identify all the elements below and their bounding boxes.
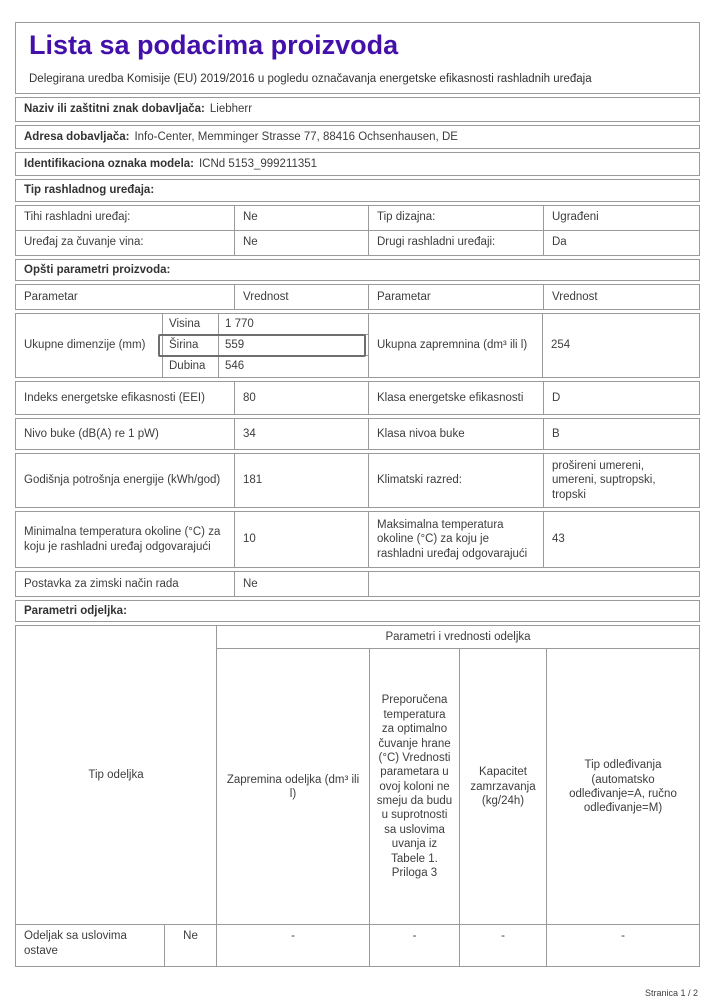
compartment-cell: - <box>369 925 459 966</box>
col-header: Parametar <box>368 285 543 309</box>
table-row <box>16 206 699 230</box>
supplier-name-row <box>15 97 700 121</box>
model-id-label: Identifikaciona oznaka modela: <box>24 157 194 170</box>
col-header-freezing-capacity: Kapacitet zamrzavanja (kg/24h) <box>459 649 546 924</box>
compartment-cell: - <box>546 925 699 966</box>
param-value: Ne <box>234 206 368 230</box>
empty-cell <box>368 572 699 596</box>
compartment-type-header: Tip odeljka <box>88 769 144 782</box>
compartment-label: Odeljak sa uslovima ostave <box>24 930 127 957</box>
title-box <box>15 22 700 94</box>
param-value: B <box>543 419 699 449</box>
total-volume-label: Ukupna zapremnina (dm³ ili l) <box>368 314 542 377</box>
general-section-header: Opšti parametri proizvoda: <box>15 259 700 281</box>
param-value: 80 <box>234 382 368 414</box>
annual-energy-row <box>15 453 700 508</box>
supplier-address-label: Adresa dobavljača: <box>24 130 130 143</box>
page-title: Lista sa podacima proizvoda <box>29 30 399 60</box>
param-label: Nivo buke (dB(A) re 1 pW) <box>24 427 159 440</box>
col-header-volume: Zapremina odeljka (dm³ ili l) <box>216 649 369 924</box>
winter-setting-row <box>15 571 700 597</box>
param-label: Postavka za zimski način rada <box>24 577 179 590</box>
general-col-header-row <box>15 284 700 310</box>
compartment-present: Ne <box>164 925 216 966</box>
supplier-name-value: Liebherr <box>209 103 253 116</box>
param-value: Da <box>543 231 699 255</box>
supplier-address-value: Info-Center, Memminger Strasse 77, 88416 Ochsenhausen, DE <box>134 130 458 143</box>
noise-row <box>15 418 700 450</box>
param-label: Klasa energetske efikasnosti <box>368 382 543 414</box>
param-value: 43 <box>543 512 699 567</box>
dimensions-label: Ukupne dimenzije (mm) <box>24 339 146 352</box>
param-value: Ne <box>234 572 368 596</box>
type-section-header: Tip rashladnog uređaja: <box>15 179 700 201</box>
ambient-temp-row <box>15 511 700 568</box>
dimension-name: Visina <box>162 314 218 335</box>
param-value: 34 <box>234 419 368 449</box>
dimension-value: 1 770 <box>218 314 368 335</box>
dimension-name: Širina <box>162 335 218 356</box>
col-header: Vrednost <box>543 285 699 309</box>
model-id-row <box>15 152 700 176</box>
dimension-value: 546 <box>218 356 368 377</box>
param-value: Ne <box>234 231 368 255</box>
param-label: Indeks energetske efikasnosti (EEI) <box>24 391 205 404</box>
param-value: prošireni umereni, umereni, suptropski, tropski <box>543 454 699 507</box>
param-value: 181 <box>234 454 368 507</box>
param-value: 10 <box>234 512 368 567</box>
param-label: Drugi rashladni uređaji: <box>368 231 543 255</box>
dimensions-row <box>15 313 700 378</box>
compartment-table-title: Parametri i vrednosti odeljka <box>216 626 699 649</box>
compartment-cell: - <box>216 925 369 966</box>
col-header-defrost-type: Tip odleđivanja (automatsko odleđivanje=A, ručno odleđivanje=M) <box>546 649 699 924</box>
total-volume-value: 254 <box>542 314 699 377</box>
table-row <box>16 230 699 255</box>
dimension-value: 559 <box>218 335 368 356</box>
type-section-table <box>15 205 700 256</box>
param-label: Godišnja potrošnja energije (kWh/god) <box>24 474 221 487</box>
page-number: Stranica 1 / 2 <box>644 988 698 999</box>
eei-row <box>15 381 700 415</box>
param-label: Klimatski razred: <box>368 454 543 507</box>
compartment-data-row <box>16 924 699 966</box>
compartment-section-header: Parametri odjeljka: <box>15 600 700 622</box>
param-label: Tip dizajna: <box>368 206 543 230</box>
param-label: Klasa nivoa buke <box>368 419 543 449</box>
supplier-address-row <box>15 125 700 149</box>
param-label: Uređaj za čuvanje vina: <box>24 236 144 249</box>
compartment-table <box>15 625 700 967</box>
col-header-temperature: Preporučena temperatura za optimalno čuvanje hrane (°C) Vrednosti parametara u ovoj koloni ne smeju da budu u suprotnosti sa uslovima uvanja iz Tabele 1. Priloga 3 <box>369 649 459 924</box>
supplier-name-label: Naziv ili zaštitni znak dobavljača: <box>24 103 205 116</box>
col-header: Vrednost <box>234 285 368 309</box>
regulation-subtitle: Delegirana uredba Komisije (EU) 2019/2016 u pogledu označavanja energetske efikasnosti rashladnih uređaja <box>29 72 592 85</box>
model-id-value: ICNd 5153_999211351 <box>198 157 318 170</box>
dimension-name: Dubina <box>162 356 218 377</box>
param-value: Ugrađeni <box>543 206 699 230</box>
col-header: Parametar <box>24 290 78 303</box>
param-value: D <box>543 382 699 414</box>
param-label: Tihi rashladni uređaj: <box>24 211 131 224</box>
compartment-cell: - <box>459 925 546 966</box>
param-label: Minimalna temperatura okoline (°C) za koju je rashladni uređaj odgovarajući <box>24 526 221 553</box>
param-label: Maksimalna temperatura okoline (°C) za koju je rashladni uređaj odgovarajući <box>368 512 543 567</box>
